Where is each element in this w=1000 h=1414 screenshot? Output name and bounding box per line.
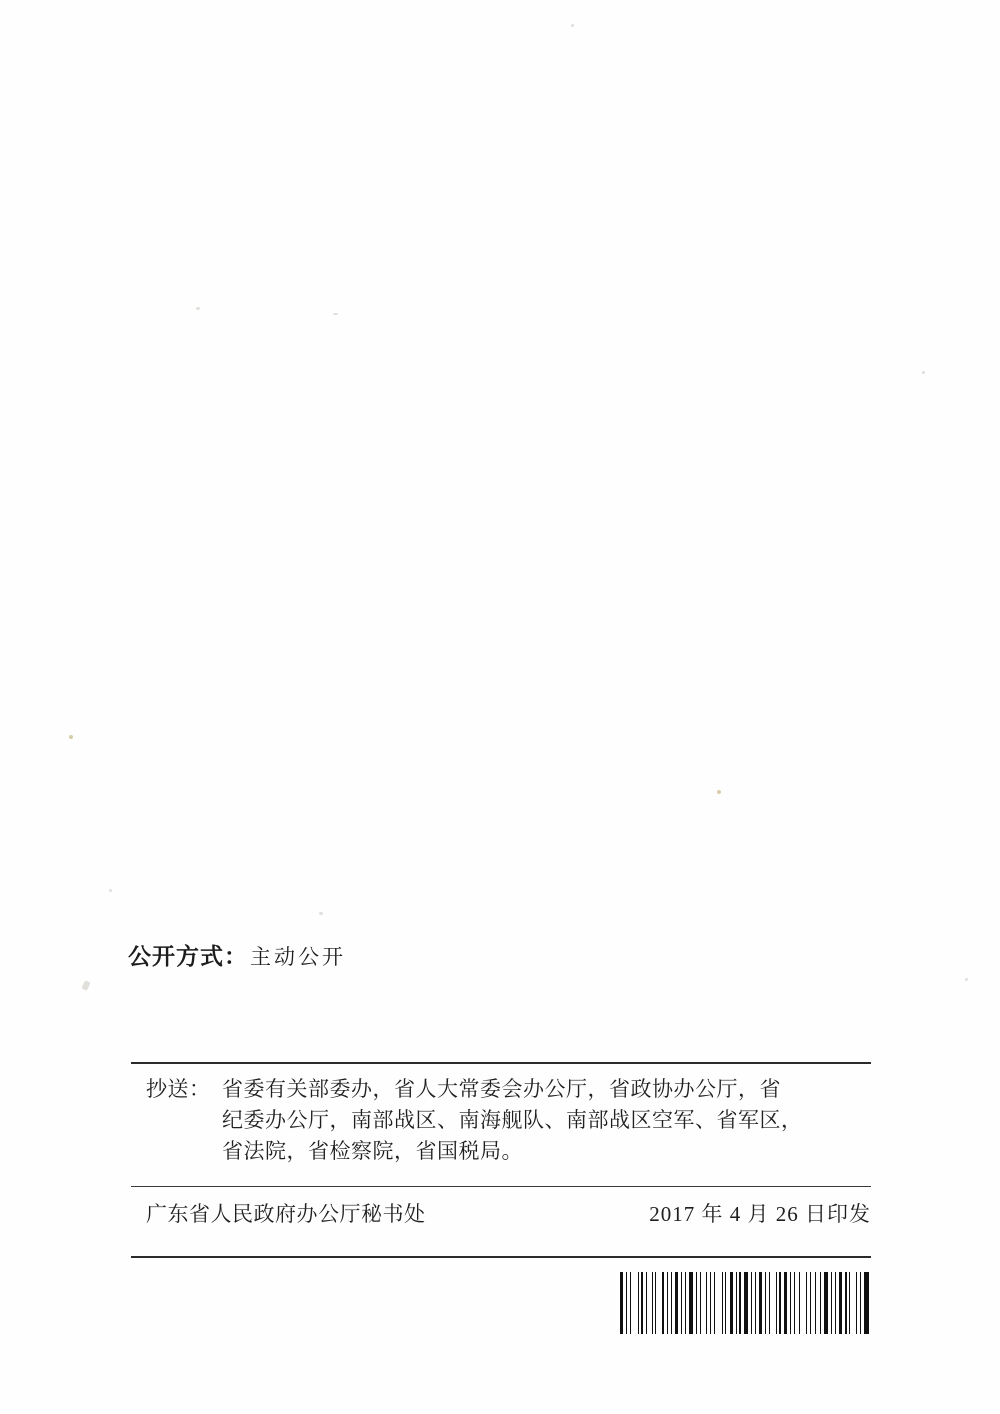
barcode-bar bbox=[727, 1272, 729, 1334]
barcode-bar bbox=[638, 1272, 639, 1334]
barcode-bar bbox=[730, 1272, 733, 1334]
barcode-bar bbox=[860, 1272, 861, 1334]
barcode-bar bbox=[831, 1272, 832, 1334]
barcode-bar bbox=[687, 1272, 688, 1334]
scan-speck bbox=[922, 371, 925, 374]
barcode-bar bbox=[843, 1272, 844, 1334]
disclosure-method-line bbox=[128, 938, 346, 971]
barcode-bar bbox=[751, 1272, 752, 1334]
barcode-bar bbox=[790, 1272, 791, 1334]
barcode-bar bbox=[667, 1272, 668, 1334]
barcode-bar bbox=[739, 1272, 741, 1334]
barcode-bar bbox=[641, 1272, 643, 1334]
barcode-bar bbox=[627, 1272, 629, 1334]
barcode-bar bbox=[716, 1272, 720, 1334]
divider-top bbox=[131, 1062, 871, 1064]
barcode-bar bbox=[771, 1272, 775, 1334]
barcode-bar bbox=[815, 1272, 816, 1334]
barcode-bar bbox=[839, 1272, 842, 1334]
barcode-bar bbox=[755, 1272, 756, 1334]
barcode-bar bbox=[644, 1272, 645, 1334]
barcode-bar bbox=[829, 1272, 830, 1334]
barcode-bar bbox=[738, 1272, 739, 1334]
scan-speck bbox=[319, 912, 323, 915]
barcode-bar bbox=[808, 1272, 809, 1334]
barcode-bar bbox=[806, 1272, 807, 1334]
barcode-bar bbox=[655, 1272, 656, 1334]
barcode-bar bbox=[654, 1272, 655, 1334]
barcode-bar bbox=[779, 1272, 781, 1334]
barcode-bar bbox=[668, 1272, 670, 1334]
cc-body bbox=[222, 1074, 876, 1167]
barcode-bar bbox=[801, 1272, 805, 1334]
barcode-bar bbox=[835, 1272, 836, 1334]
scan-speck bbox=[196, 307, 200, 310]
barcode-bar bbox=[665, 1272, 666, 1334]
cc-line: 省委有关部委办，省人大常委会办公厅，省政协办公厅，省 bbox=[222, 1077, 781, 1101]
barcode-bar bbox=[822, 1272, 823, 1334]
issuing-office: 广东省人民政府办公厅秘书处 bbox=[146, 1202, 426, 1226]
barcode-bar bbox=[749, 1272, 750, 1334]
barcode-bar bbox=[648, 1272, 651, 1334]
scan-speck bbox=[69, 735, 73, 739]
barcode-bar bbox=[784, 1272, 787, 1334]
barcode-bar bbox=[759, 1272, 762, 1334]
cc-label: 抄送： bbox=[146, 1077, 211, 1101]
barcode-bar bbox=[689, 1272, 693, 1334]
barcode-bar bbox=[810, 1272, 811, 1334]
barcode-bar bbox=[694, 1272, 695, 1334]
barcode-bar bbox=[856, 1272, 857, 1334]
barcode-bar bbox=[683, 1272, 684, 1334]
barcode-bar bbox=[864, 1272, 868, 1334]
barcode-bar bbox=[812, 1272, 814, 1334]
barcode-bar bbox=[640, 1272, 641, 1334]
barcode-bar bbox=[706, 1272, 707, 1334]
barcode-bar bbox=[697, 1272, 699, 1334]
barcode-bar bbox=[757, 1272, 758, 1334]
barcode-bar bbox=[620, 1272, 623, 1334]
barcode-bar bbox=[769, 1272, 770, 1334]
barcode-bar bbox=[657, 1272, 661, 1334]
barcode-bar bbox=[646, 1272, 647, 1334]
barcode-bar bbox=[794, 1272, 796, 1334]
scan-speck bbox=[717, 790, 721, 794]
cc-line: 省法院，省检察院，省国税局。 bbox=[222, 1139, 523, 1163]
barcode-bar bbox=[845, 1272, 847, 1334]
issue-date: 2017 年 4 月 26 日印发 bbox=[649, 1202, 871, 1226]
barcode-bar bbox=[752, 1272, 754, 1334]
barcode-bar bbox=[714, 1272, 715, 1334]
barcode-bar bbox=[708, 1272, 709, 1334]
barcode-bar bbox=[820, 1272, 821, 1334]
barcode-bar bbox=[817, 1272, 820, 1334]
barcode-bar bbox=[624, 1272, 625, 1334]
barcode-bar bbox=[681, 1272, 683, 1334]
barcode bbox=[620, 1272, 872, 1334]
barcode-bar bbox=[837, 1272, 838, 1334]
barcode-bar bbox=[767, 1272, 768, 1334]
barcode-bar bbox=[870, 1272, 871, 1334]
cc-line: 纪委办公厅，南部战区、南海舰队、南部战区空军、省军区， bbox=[222, 1108, 803, 1132]
barcode-bar bbox=[679, 1272, 680, 1334]
barcode-bar bbox=[671, 1272, 672, 1334]
barcode-bar bbox=[782, 1272, 783, 1334]
divider-middle bbox=[131, 1186, 871, 1187]
barcode-bar bbox=[723, 1272, 724, 1334]
barcode-bar bbox=[725, 1272, 726, 1334]
barcode-bar bbox=[792, 1272, 793, 1334]
barcode-bar bbox=[734, 1272, 735, 1334]
barcode-bar bbox=[833, 1272, 835, 1334]
divider-bottom bbox=[131, 1256, 871, 1258]
barcode-bar bbox=[675, 1272, 678, 1334]
scan-speck bbox=[571, 24, 574, 27]
barcode-bar bbox=[799, 1272, 800, 1334]
barcode-bar bbox=[765, 1272, 766, 1334]
barcode-bar bbox=[632, 1272, 636, 1334]
barcode-bar bbox=[702, 1272, 705, 1334]
disclosure-method-label: 公开方式： bbox=[128, 944, 248, 970]
barcode-bar bbox=[626, 1272, 627, 1334]
barcode-bar bbox=[710, 1272, 712, 1334]
barcode-bar bbox=[849, 1272, 850, 1334]
barcode-bar bbox=[744, 1272, 748, 1334]
scan-speck bbox=[109, 889, 112, 892]
barcode-bar bbox=[862, 1272, 864, 1334]
barcode-bar bbox=[742, 1272, 743, 1334]
barcode-bar bbox=[700, 1272, 701, 1334]
barcode-bar bbox=[736, 1272, 737, 1334]
barcode-bar bbox=[848, 1272, 849, 1334]
barcode-bar bbox=[652, 1272, 653, 1334]
barcode-bar bbox=[673, 1272, 674, 1334]
barcode-bar bbox=[824, 1272, 828, 1334]
barcode-bar bbox=[685, 1272, 686, 1334]
barcode-bar bbox=[763, 1272, 765, 1334]
barcode-bar bbox=[630, 1272, 631, 1334]
barcode-bar bbox=[788, 1272, 789, 1334]
disclosure-method-value: 主动公开 bbox=[250, 945, 346, 969]
cc-block bbox=[146, 1074, 876, 1167]
scan-speck bbox=[81, 980, 90, 991]
scan-speck bbox=[965, 978, 968, 981]
barcode-bar bbox=[696, 1272, 697, 1334]
barcode-bar bbox=[722, 1272, 723, 1334]
footer-row bbox=[146, 1198, 871, 1228]
barcode-bar bbox=[858, 1272, 859, 1334]
barcode-bar bbox=[851, 1272, 855, 1334]
barcode-bar bbox=[778, 1272, 779, 1334]
scan-speck bbox=[333, 313, 338, 315]
barcode-bar bbox=[712, 1272, 713, 1334]
barcode-bar bbox=[796, 1272, 798, 1334]
barcode-bar bbox=[776, 1272, 777, 1334]
barcode-bar bbox=[662, 1272, 664, 1334]
